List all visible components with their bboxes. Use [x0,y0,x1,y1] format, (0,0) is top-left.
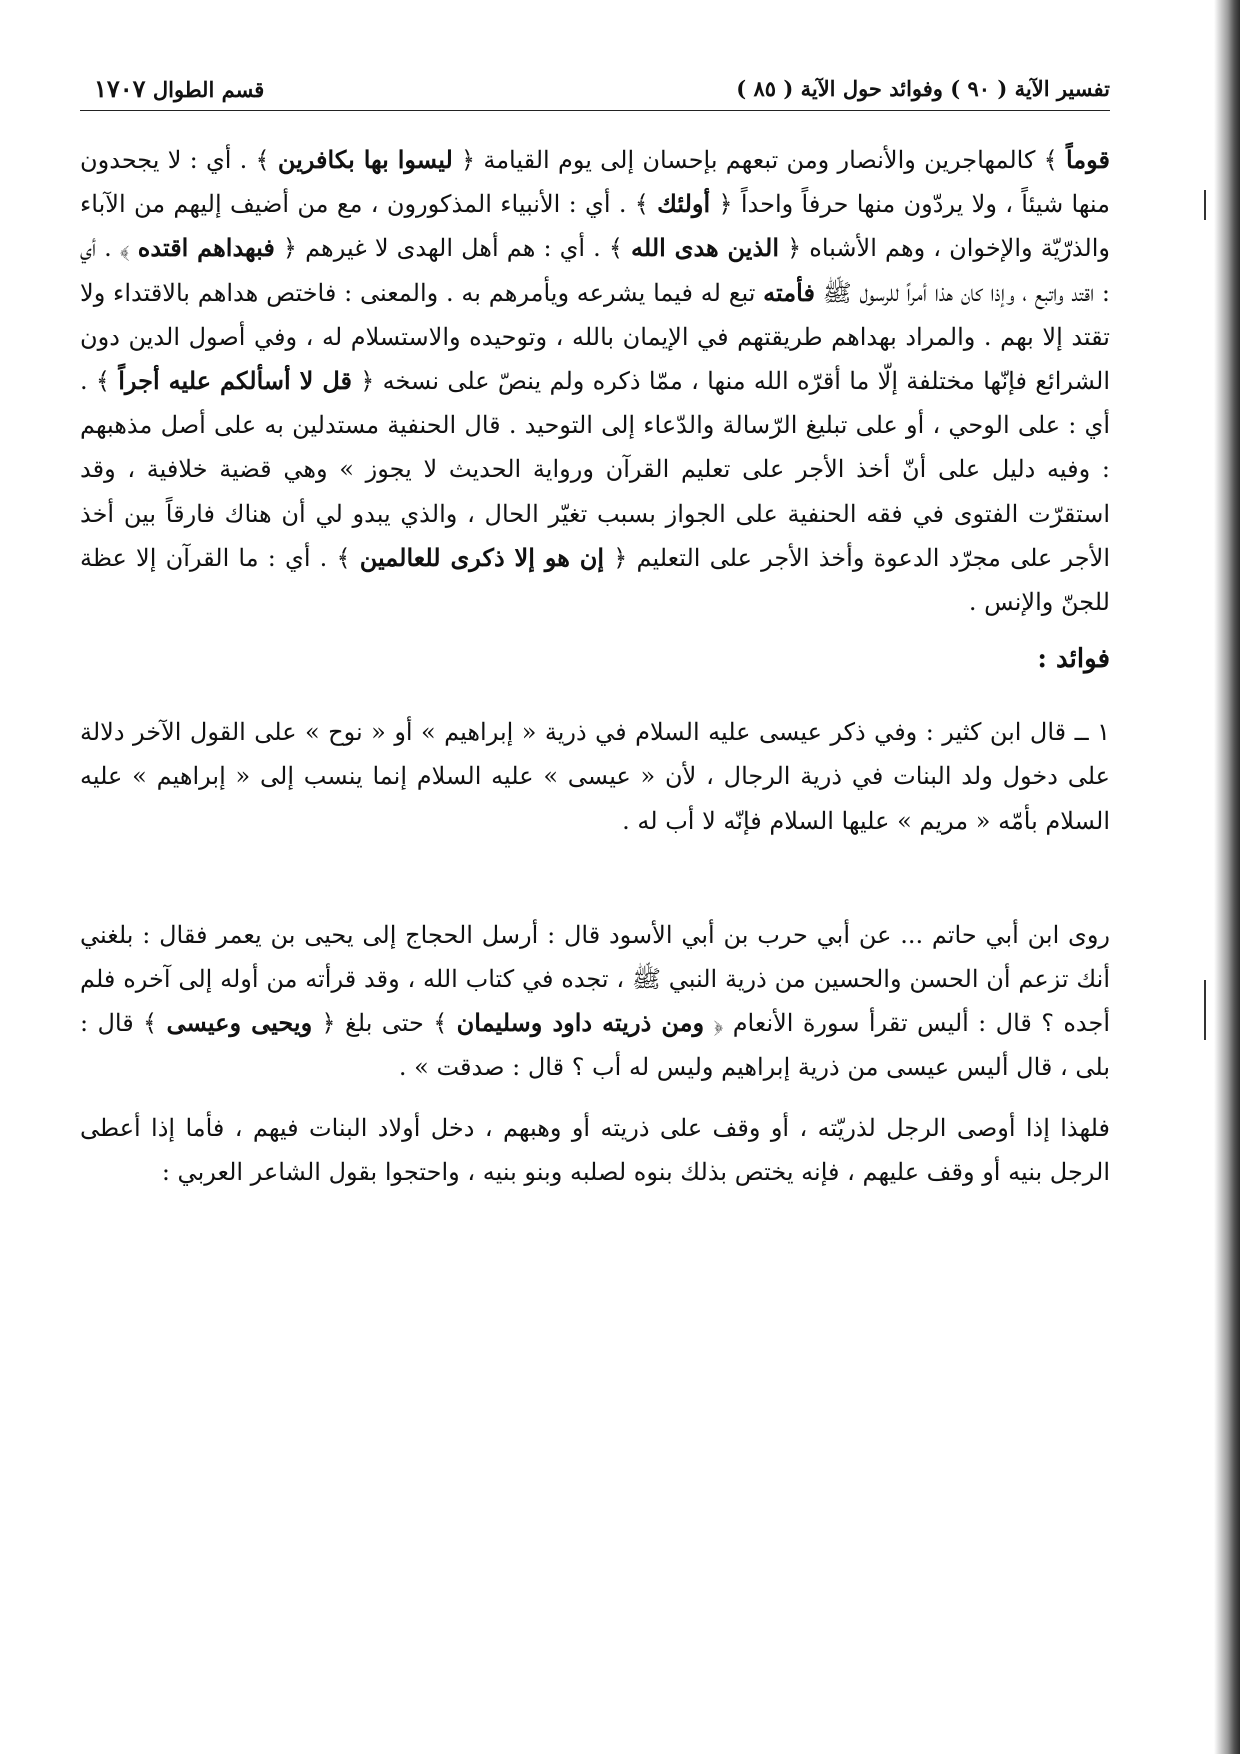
fawaid-heading: فوائد : [1037,644,1110,675]
quran-quote: ويحيى وعيسى [166,1008,313,1038]
text-run: تبع له فيما يشرعه ويأمرهم به . والمعنى : فاختص هداهم بالاقتداء ولا تقتد إلا بهم . والمراد بهداهم طريقتهم في الإيمان بالله ، وتوحيده والاستسلام له ، وفي أصول الدين دون الشرائع فإنّها مختلفة إلّا ما أقرّه الله منها ، ممّا ذكره ولم ينصّ على نسخه ﴿ [80,278,1110,396]
note-paragraph-3: فلهذا إذا أوصى الرجل لذريّته ، أو وقف على ذريته أو وهبهم ، دخل أولاد البنات فيهم ، فأما إذا أعطى الرجل بنيه أو وقف عليهم ، فإنه يختص بذلك بنوه لصلبه وبنو بنيه ، واحتجوا بقول الشاعر العربي : [80,1113,1111,1186]
section-name: قسم الطوال [152,77,265,102]
scan-edge-shadow [1214,0,1240,1754]
quran-quote: فأمته [763,277,815,307]
text-run: ﴾ قال : بلى ، قال أليس عيسى من ذرية إبراهيم وليس له أب ؟ قال : صدقت » . [80,1009,1110,1082]
quran-quote: قوماً [1065,145,1110,174]
note-paragraph-1: ١ ــ قال ابن كثير : وفي ذكر عيسى عليه السلام في ذرية « إبراهيم » أو « نوح » على القول الآخر دلالة على دخول ولد البنات في ذرية الرجال ، لأن « عيسى » عليه السلام إنما ينسب إلى « إبراهيم » عليه السلام بأمّه « مريم » عليها السلام فإنّه لا أب له . [80,718,1110,835]
text-run: ﴾ . أي : على الوحي ، أو على تبليغ الرّسالة والدّعاء إلى التوحيد . قال الحنفية مستدلين به على أصل مذهبهم : وفيه دليل على أنّ أخذ الأجر على تعليم القرآن ورواية الحديث لا يجوز » وهي قضية خلافية ، وقد استقرّت الفتوى في فقه الحنفية على الجواز بسبب تغيّر الحال ، والذي يبدو لي أن هناك فارقاً بين أخذ الأجر على مجرّد الدعوة وأخذ الأجر على التعليم ﴿ [80,367,1111,572]
text-run: روى ابن أبي حاتم ... عن أبي حرب بن أبي الأسود قال : أرسل الحجاج إلى يحيى بن يعمر فقال : بلغني أنك تزعم أن الحسن والحسين من ذرية النبي ﷺ ، تجده في كتاب الله ، وقد قرأته من أوله إلى آخره فلم أجده ؟ قال : أليس تقرأ سورة الأنعام ﴿ [80,920,1111,1038]
text-run: ﴾ . أي : ما القرآن إلا عظة للجنّ والإنس . [80,543,1110,617]
book-page [80,64,1110,1194]
quran-quote: ومن ذريته داود وسليمان [456,1008,705,1038]
quran-quote: إن هو إلا ذكرى للعالمين [359,542,605,572]
page-number: ١٧٠٧ [94,74,146,103]
quran-quote: ليسوا بها بكافرين [277,145,453,174]
text-run: ﴾ . أي : الأنبياء المذكورون ، مع من أضيف إليهم من الآباء والذرّيّة والإخوان ، وهم الأشباه ﴿ [80,190,1110,263]
header-rule [80,110,1110,111]
text-run: ﴾ كالمهاجرين والأنصار ومن تبعهم بإحسان إلى يوم القيامة ﴿ [452,146,1066,174]
quran-quote: أولئك [657,189,711,219]
page-header [80,64,1110,114]
running-title: تفسير الآية ( ٩٠ ) وفوائد حول الآية ( ٨٥ ) [736,76,1110,101]
quran-quote: قل لا أسألكم عليه أجراً [118,366,353,396]
main-paragraph [80,138,1110,624]
quran-quote: الذين هدى الله [631,233,780,263]
scan-speck [1204,190,1206,220]
note-paragraph-2 [80,913,1110,1090]
header-left [80,74,264,103]
text-run: ﴾ . أي : هم أهل الهدى لا غيرهم ﴿ [274,234,632,263]
scan-speck [1204,980,1206,1040]
text-run: ﴾ حتى بلغ ﴿ [312,1009,457,1038]
text-run: ﴾ . أي : لا يجحدون منها شيئاً ، ولا يردّون منها حرفاً واحداً ﴿ [80,146,1110,219]
quran-quote: فبهداهم اقتده [137,233,275,263]
text-run: ﴾ . أي : اقتد واتبع ، وإذا كان هذا أمراً للرسول ﷺ [80,234,1110,307]
